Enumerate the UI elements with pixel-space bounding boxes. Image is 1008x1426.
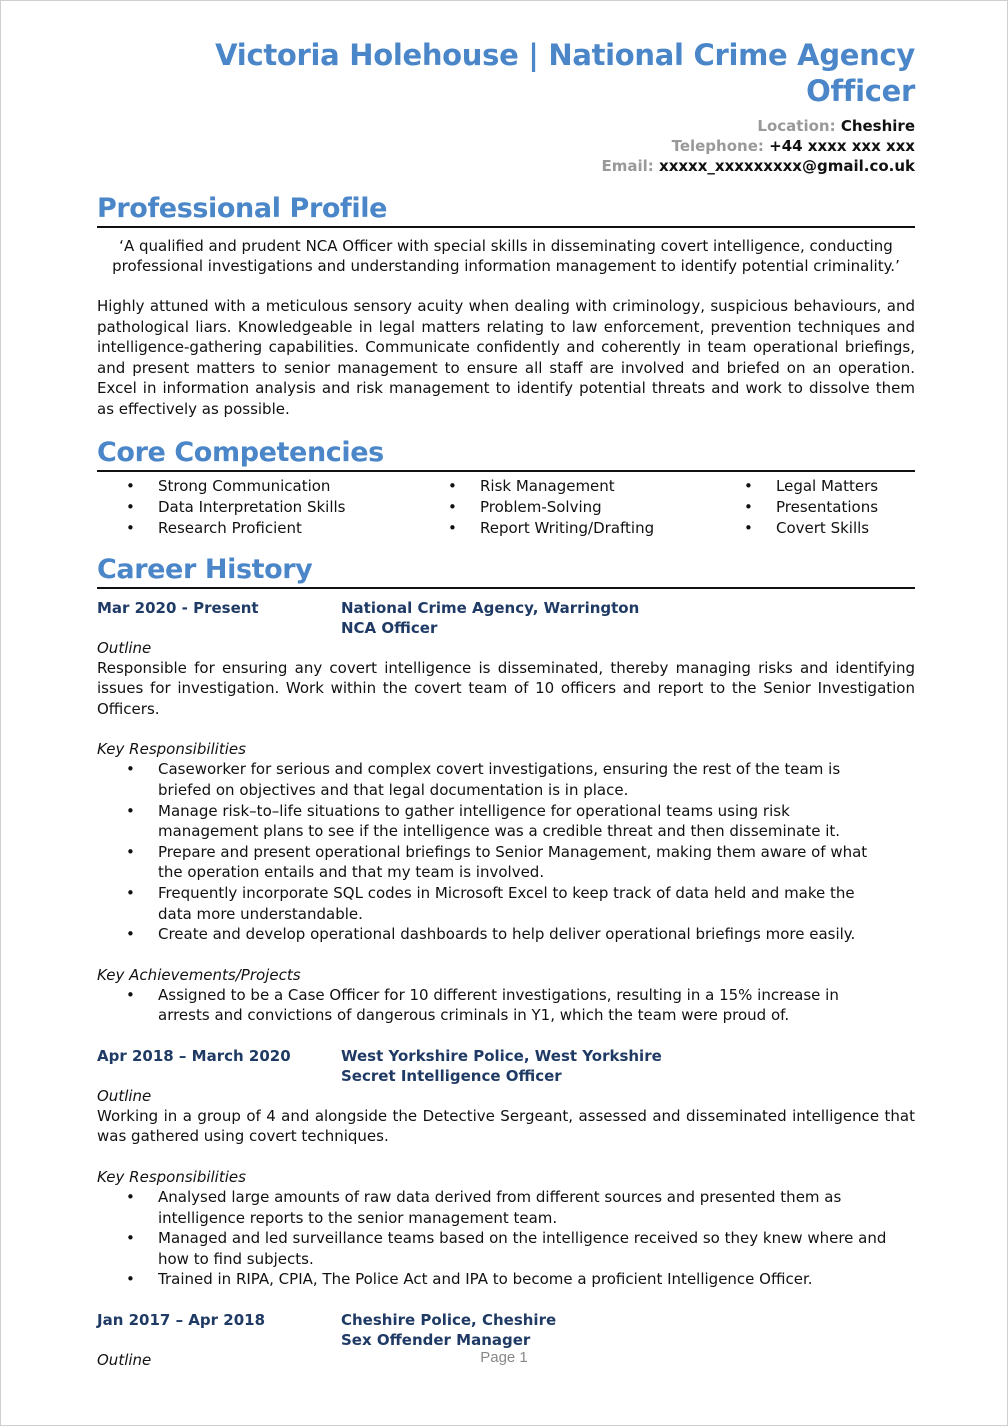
job-employer: Cheshire Police, Cheshire	[341, 1311, 557, 1330]
competency-item: • Legal Matters	[715, 476, 915, 497]
job-header	[97, 1046, 915, 1086]
contact-label: Email:	[601, 157, 654, 175]
resume-content	[97, 37, 915, 1370]
resume-title: Victoria Holehouse | National Crime Agency Officer	[215, 38, 915, 108]
list-item: • Trained in RIPA, CPIA, The Police Act and IPA to become a proficient Intelligence Officer.	[97, 1269, 915, 1290]
career-heading: Career History	[97, 554, 915, 589]
contact-email	[97, 156, 915, 176]
outline-label: Outline	[97, 1086, 152, 1105]
job-org	[341, 1310, 556, 1350]
contact-label: Telephone:	[671, 137, 764, 155]
competency-item: • Research Proficient	[97, 518, 419, 539]
profile-heading: Professional Profile	[97, 193, 915, 228]
responsibilities-label: Key Responsibilities	[97, 1168, 246, 1187]
achievements-label: Key Achievements/Projects	[97, 965, 301, 984]
job-dates: Apr 2018 – March 2020	[97, 1046, 291, 1065]
profile-section	[97, 193, 915, 420]
job-role: Secret Intelligence Officer	[341, 1066, 562, 1085]
outline-label: Outline	[97, 638, 152, 657]
list-item: • Frequently incorporate SQL codes in Microsoft Excel to keep track of data held and make the data more understandable.	[97, 883, 915, 924]
list-item: • Prepare and present operational briefings to Senior Management, making them aware of what the operation entails and that my team is involved.	[97, 842, 915, 883]
job-outline: Working in a group of 4 and alongside the Detective Sergeant, assessed and disseminated intelligence that was gathered using covert techniques.	[97, 1106, 915, 1146]
competency-item: • Report Writing/Drafting	[419, 518, 715, 539]
profile-summary: Highly attuned with a meticulous sensory acuity when dealing with criminology, suspicious behaviours, and pathological liars. Knowledgeable in legal matters relating to law enforcement, prevention techniques and intelligence-gathering capabilities. Communicate confidently and coherently in team operational briefings, and present matters to senior management to ensure all staff are involved and briefed on an operation. Excel in information analysis and risk management to identify potential threats and work to dissolve them as effectively as possible.	[97, 297, 915, 418]
contact-label: Location:	[757, 117, 836, 135]
competency-item: • Problem-Solving	[419, 497, 715, 518]
competency-item: • Covert Skills	[715, 518, 915, 539]
competency-item: • Risk Management	[419, 476, 715, 497]
job-employer: National Crime Agency, Warrington	[341, 598, 640, 617]
job-org	[341, 1046, 662, 1086]
job-outline: Responsible for ensuring any covert intelligence is disseminated, thereby managing risks and identifying issues for investigation. Work within the covert team of 10 officers and report to the Senior Investigation Officers.	[97, 658, 915, 718]
responsibilities-list	[97, 759, 915, 944]
competencies-grid	[97, 476, 915, 539]
competencies-section	[97, 437, 915, 539]
competency-column	[419, 476, 715, 539]
responsibilities-list	[97, 1187, 915, 1290]
list-item: • Assigned to be a Case Officer for 10 different investigations, resulting in a 15% increase in arrests and convictions of dangerous criminals in Y1, which the team were proud of.	[97, 985, 915, 1026]
list-item: • Manage risk–to–life situations to gather intelligence for operational teams using risk management plans to see if the intelligence was a credible threat and then disseminate it.	[97, 801, 915, 842]
contact-value: xxxxx_xxxxxxxxx@gmail.co.uk	[659, 157, 915, 175]
job-dates: Mar 2020 - Present	[97, 598, 259, 617]
contact-block	[97, 116, 915, 176]
job-header	[97, 1310, 915, 1350]
competencies-heading: Core Competencies	[97, 437, 915, 472]
list-item: • Managed and led surveillance teams based on the intelligence received so they knew where and how to find subjects.	[97, 1228, 915, 1269]
career-section	[97, 554, 915, 1370]
competency-item: • Data Interpretation Skills	[97, 497, 419, 518]
job-employer: West Yorkshire Police, West Yorkshire	[341, 1046, 662, 1065]
job-org	[341, 598, 639, 638]
competency-column	[97, 476, 419, 539]
job-dates: Jan 2017 – Apr 2018	[97, 1311, 266, 1330]
list-item: • Caseworker for serious and complex covert investigations, ensuring the rest of the team is briefed on objectives and that legal documentation is in place.	[97, 759, 915, 800]
competency-item: • Strong Communication	[97, 476, 419, 497]
resume-header	[97, 37, 915, 176]
job-entry	[97, 598, 915, 1026]
job-entry	[97, 1046, 915, 1290]
achievements-list	[97, 985, 915, 1026]
competency-item: • Presentations	[715, 497, 915, 518]
contact-value: Cheshire	[840, 117, 915, 135]
competency-column	[715, 476, 915, 539]
job-header	[97, 598, 915, 638]
contact-location	[97, 116, 915, 136]
outline-label: Outline	[97, 1351, 152, 1370]
job-role: Sex Offender Manager	[341, 1331, 531, 1350]
job-role: NCA Officer	[341, 618, 438, 637]
contact-value: +44 xxxx xxx xxx	[769, 137, 915, 155]
list-item: • Create and develop operational dashboards to help deliver operational briefings more easily.	[97, 924, 915, 945]
contact-telephone	[97, 136, 915, 156]
responsibilities-label: Key Responsibilities	[97, 740, 246, 759]
page-number: Page 1	[480, 1349, 528, 1366]
list-item: • Analysed large amounts of raw data derived from different sources and presented them as intelligence reports to the senior management team.	[97, 1187, 915, 1228]
profile-quote: ‘A qualified and prudent NCA Officer with special skills in disseminating covert intelligence, conducting professional investigations and understanding information management to identify potential criminality.’	[112, 237, 900, 275]
